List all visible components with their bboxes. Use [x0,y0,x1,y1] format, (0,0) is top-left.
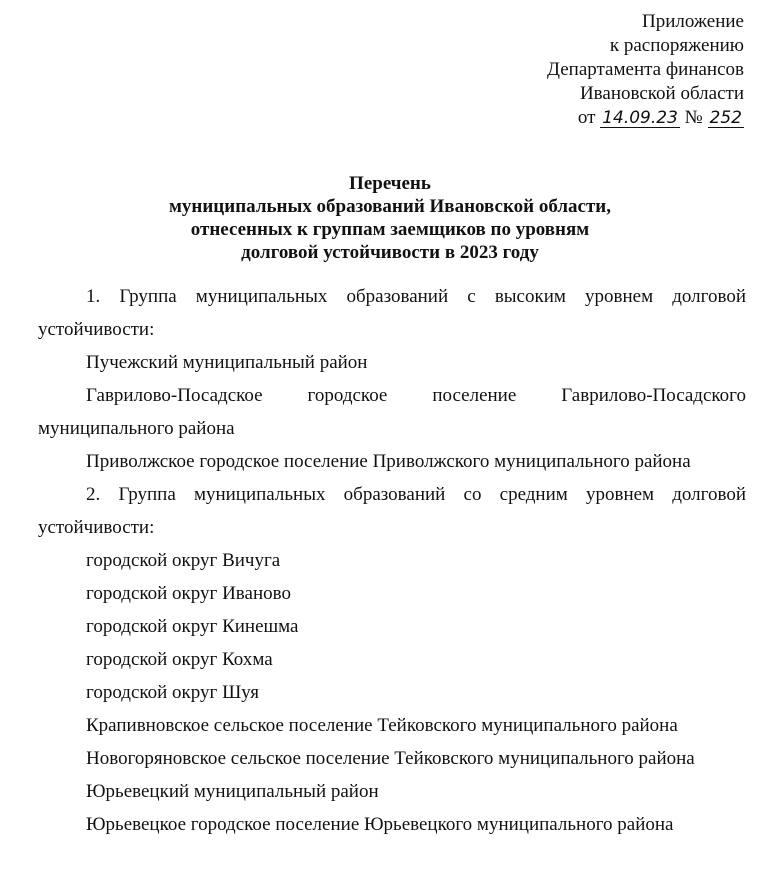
list-item: Крапивновское сельское поселение Тейковского муниципального района [86,715,678,736]
group-2-heading-line-2: устойчивости: [38,517,155,538]
title-line-1: Перечень [349,173,431,194]
title-line-3: отнесенных к группам заемщиков по уровням [190,219,590,240]
list-item: Юрьевецкий муниципальный район [86,781,379,802]
header-line-order: к распоряжению [609,35,744,56]
group-1-heading [38,280,746,346]
list-item: Юрьевецкое городское поселение Юрьевецкого муниципального района [86,814,674,835]
group-2 [38,478,746,841]
list-item: Новогоряновское сельское поселение Тейковского муниципального района [86,748,695,769]
header-date-number [547,106,744,130]
list-item: Пучежский муниципальный район [86,352,368,373]
document-title [0,172,780,264]
title-line-2: муниципальных образований Ивановской области, [168,196,612,217]
list-item: городской округ Вичуга [86,550,281,571]
group-2-heading [38,478,746,544]
group-2-heading-line-1: 2. Группа муниципальных образований со средним уровнем долговой [86,484,746,505]
number-prefix: № [684,107,703,128]
document-body [38,280,746,841]
appendix-header [547,10,744,130]
handwritten-number: 252 [709,108,742,128]
list-item: городской округ Кохма [86,649,273,670]
header-line-appendix: Приложение [642,11,744,32]
group-1-heading-line-2: устойчивости: [38,319,155,340]
group-1 [38,280,746,478]
handwritten-date: 14.09.23 [602,108,678,128]
title-line-4: долговой устойчивости в 2023 году [241,242,539,263]
list-item: городской округ Кинешма [86,616,299,637]
date-prefix: от [577,107,596,128]
list-item: Гаврилово-Посадское городское поселение Гаврилово-Посадского муниципального района [38,385,746,439]
group-1-heading-line-1: 1. Группа муниципальных образований с высоким уровнем долговой [86,286,746,307]
list-item: Приволжское городское поселение Приволжского муниципального района [86,451,691,472]
header-line-department: Департамента финансов [547,59,744,80]
header-line-region: Ивановской области [579,83,744,104]
list-item: городской округ Иваново [86,583,291,604]
list-item: городской округ Шуя [86,682,260,703]
